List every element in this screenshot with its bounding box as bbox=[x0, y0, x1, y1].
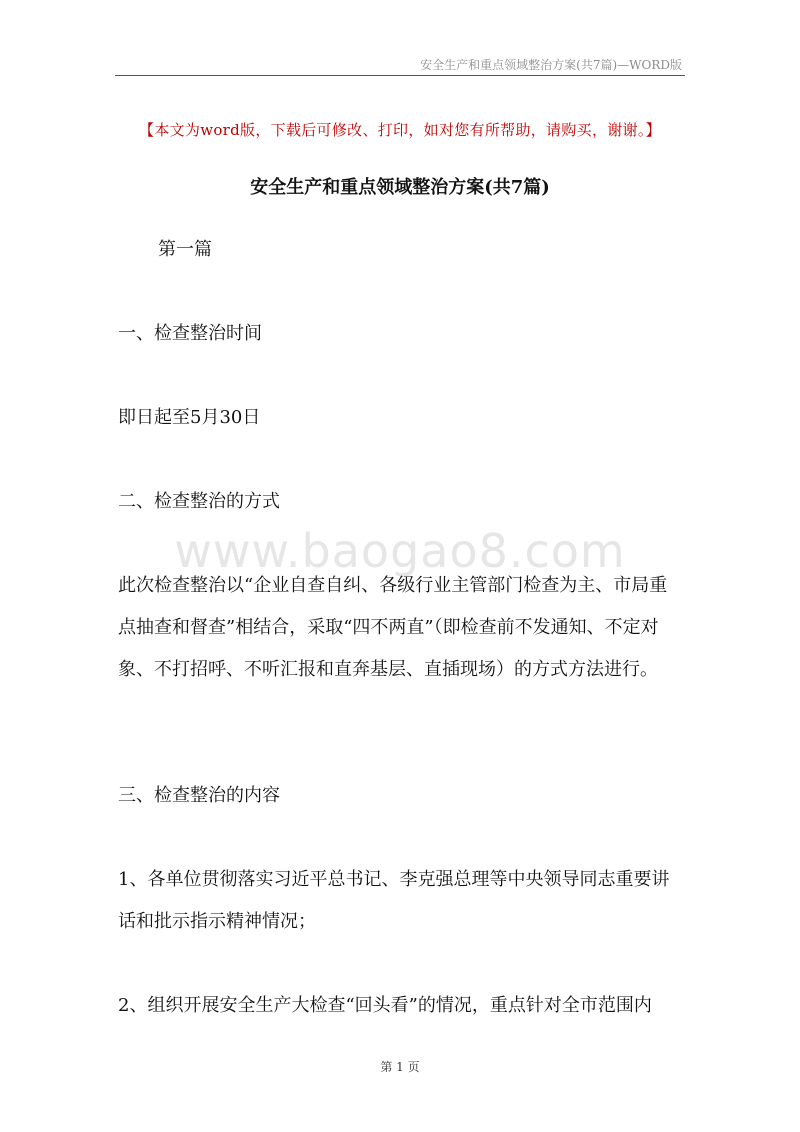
chapter-label: 第一篇 bbox=[158, 239, 212, 260]
document-title: 安全生产和重点领域整治方案(共7篇) bbox=[250, 177, 550, 198]
watermark: www.baogao8.com bbox=[174, 524, 626, 578]
header-divider bbox=[115, 75, 685, 76]
section-text-method: 此次检查整治以“企业自查自纠、各级行业主管部门检查为主、市局重点抽查和督查”相结合，采取“四不两直”（即检查前不发通知、不定对象、不打招呼、不听汇报和直奔基层、直插现场）的方式方法进行。 bbox=[118, 575, 668, 680]
purchase-notice: 【本文为word版，下载后可修改、打印，如对您有所帮助，请购买，谢谢。】 bbox=[139, 121, 661, 139]
content-item-1: 1、各单位贯彻落实习近平总书记、李克强总理等中央领导同志重要讲话和批示指示精神情况； bbox=[118, 869, 670, 932]
content-item-2: 2、组织开展安全生产大检查“回头看”的情况，重点针对全市范围内 bbox=[118, 995, 652, 1016]
section-heading-content: 三、检查整治的内容 bbox=[118, 785, 280, 806]
section-text-time: 即日起至5月30日 bbox=[118, 407, 261, 428]
page-number: 第 1 页 bbox=[380, 1060, 420, 1074]
running-header: 安全生产和重点领域整治方案(共7篇)—WORD版 bbox=[420, 58, 682, 72]
section-heading-method: 二、检查整治的方式 bbox=[118, 491, 280, 512]
section-heading-time: 一、检查整治时间 bbox=[118, 323, 262, 344]
